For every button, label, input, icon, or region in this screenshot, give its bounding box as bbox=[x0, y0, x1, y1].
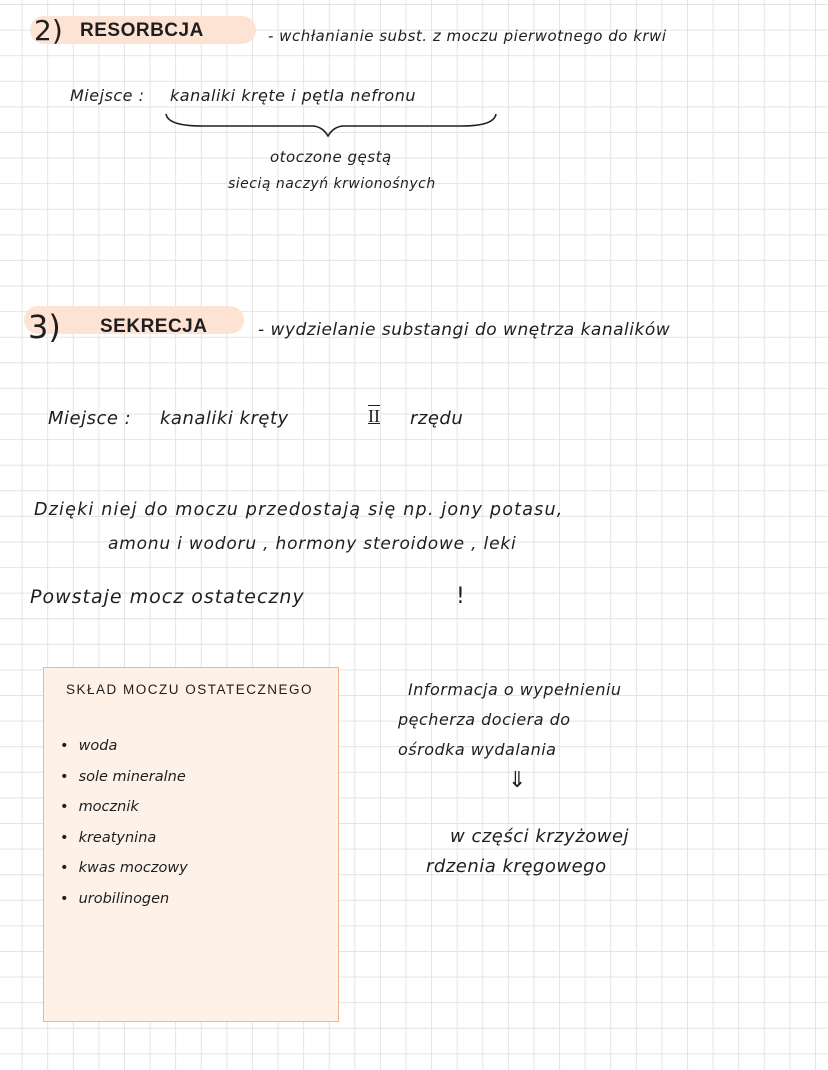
section-title: SEKRECJA bbox=[100, 316, 208, 337]
list-item: • sole mineralne bbox=[60, 769, 188, 800]
place-label: Miejsce : bbox=[48, 408, 132, 429]
note-line2: siecią naczyń krwionośnych bbox=[228, 176, 436, 192]
section-number: 2) bbox=[34, 14, 63, 47]
section-title: RESORBCJA bbox=[80, 20, 204, 41]
place-label: Miejsce : bbox=[70, 86, 145, 105]
effect-line1: Dzięki niej do moczu przedostają się np. jony potasu, bbox=[34, 500, 564, 520]
note-line1: otoczone gęstą bbox=[270, 148, 392, 166]
info-line5: rdzenia kręgowego bbox=[426, 856, 607, 877]
place-suffix: rzędu bbox=[410, 408, 464, 429]
definition-text: - wydzielanie substangi do wnętrza kanalików bbox=[258, 320, 671, 340]
list-item: • mocznik bbox=[60, 799, 188, 830]
info-line2: pęcherza dociera do bbox=[398, 710, 571, 729]
place-order: II bbox=[368, 406, 380, 426]
list-item: • kwas moczowy bbox=[60, 860, 188, 891]
composition-box bbox=[43, 667, 339, 1022]
composition-list bbox=[60, 738, 188, 921]
box-title: SKŁAD MOCZU OSTATECZNEGO bbox=[66, 682, 314, 697]
place-text: kanaliki kręte i pętla nefronu bbox=[170, 86, 416, 105]
place-text: kanaliki kręty bbox=[160, 408, 289, 429]
effect-line2: amonu i wodoru , hormony steroidowe , leki bbox=[108, 534, 517, 554]
list-item: • kreatynina bbox=[60, 830, 188, 861]
section-number: 3) bbox=[28, 308, 61, 346]
definition-text: - wchłanianie subst. z moczu pierwotnego do krwi bbox=[268, 27, 667, 45]
list-item: • woda bbox=[60, 738, 188, 769]
result-mark: ! bbox=[456, 584, 465, 609]
curly-brace bbox=[162, 108, 502, 140]
info-line4: w części krzyżowej bbox=[450, 826, 630, 847]
info-line1: Informacja o wypełnieniu bbox=[408, 680, 622, 699]
down-arrow-icon: ⇓ bbox=[508, 768, 527, 793]
result-text: Powstaje mocz ostateczny bbox=[30, 586, 305, 608]
info-line3: ośrodka wydalania bbox=[398, 740, 557, 759]
list-item: • urobilinogen bbox=[60, 891, 188, 922]
